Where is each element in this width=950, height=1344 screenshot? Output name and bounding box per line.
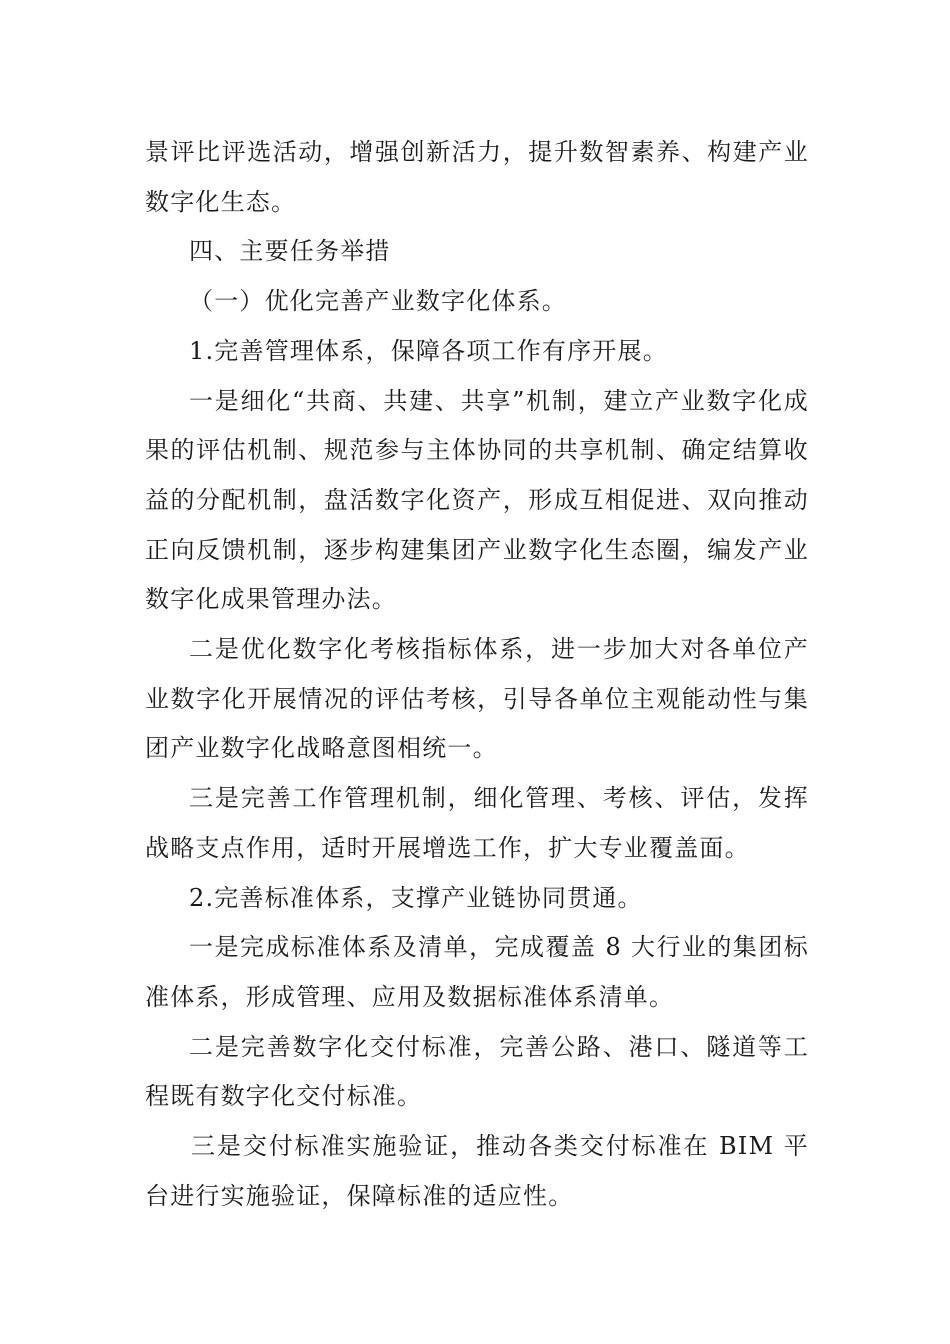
paragraph-standard-list: 一是完成标准体系及清单，完成覆盖 8 大行业的集团标准体系，形成管理、应用及数据标准体系清单。: [145, 933, 809, 1011]
item-heading-management-system: 1.完善管理体系，保障各项工作有序开展。: [189, 336, 668, 365]
paragraph-delivery-standard: 二是完善数字化交付标准，完善公路、港口、隧道等工程既有数字化交付标准。: [145, 1032, 809, 1111]
paragraph-continuation: 景评比评选活动，增强创新活力，提升数智素养、构建产业数字化生态。: [145, 138, 809, 216]
paragraph-standard-verification: 三是交付标准实施验证，推动各类交付标准在 BIM 平台进行实施验证，保障标准的适应性。: [145, 1132, 809, 1210]
item-heading-standard-system: 2.完善标准体系，支撑产业链协同贯通。: [189, 883, 643, 912]
section-heading-main-tasks: 四、主要任务举措: [189, 237, 391, 266]
subsection-heading-optimize-system: （一）优化完善产业数字化体系。: [189, 287, 567, 316]
paragraph-work-management: 三是完善工作管理机制，细化管理、考核、评估，发挥战略支点作用，适时开展增选工作，扩大专业覆盖面。: [145, 784, 809, 862]
document-body: [145, 128, 809, 1221]
paragraph-mechanism: 一是细化“共商、共建、共享”机制，建立产业数字化成果的评估机制、规范参与主体协同的共享机制、确定结算收益的分配机制，盘活数字化资产，形成互相促进、双向推动正向反馈机制，逐步构建集团产业数字化生态圈，编发产业数字化成果管理办法。: [145, 386, 809, 614]
paragraph-assessment: 二是优化数字化考核指标体系，进一步加大对各单位产业数字化开展情况的评估考核，引导各单位主观能动性与集团产业数字化战略意图相统一。: [145, 635, 809, 763]
